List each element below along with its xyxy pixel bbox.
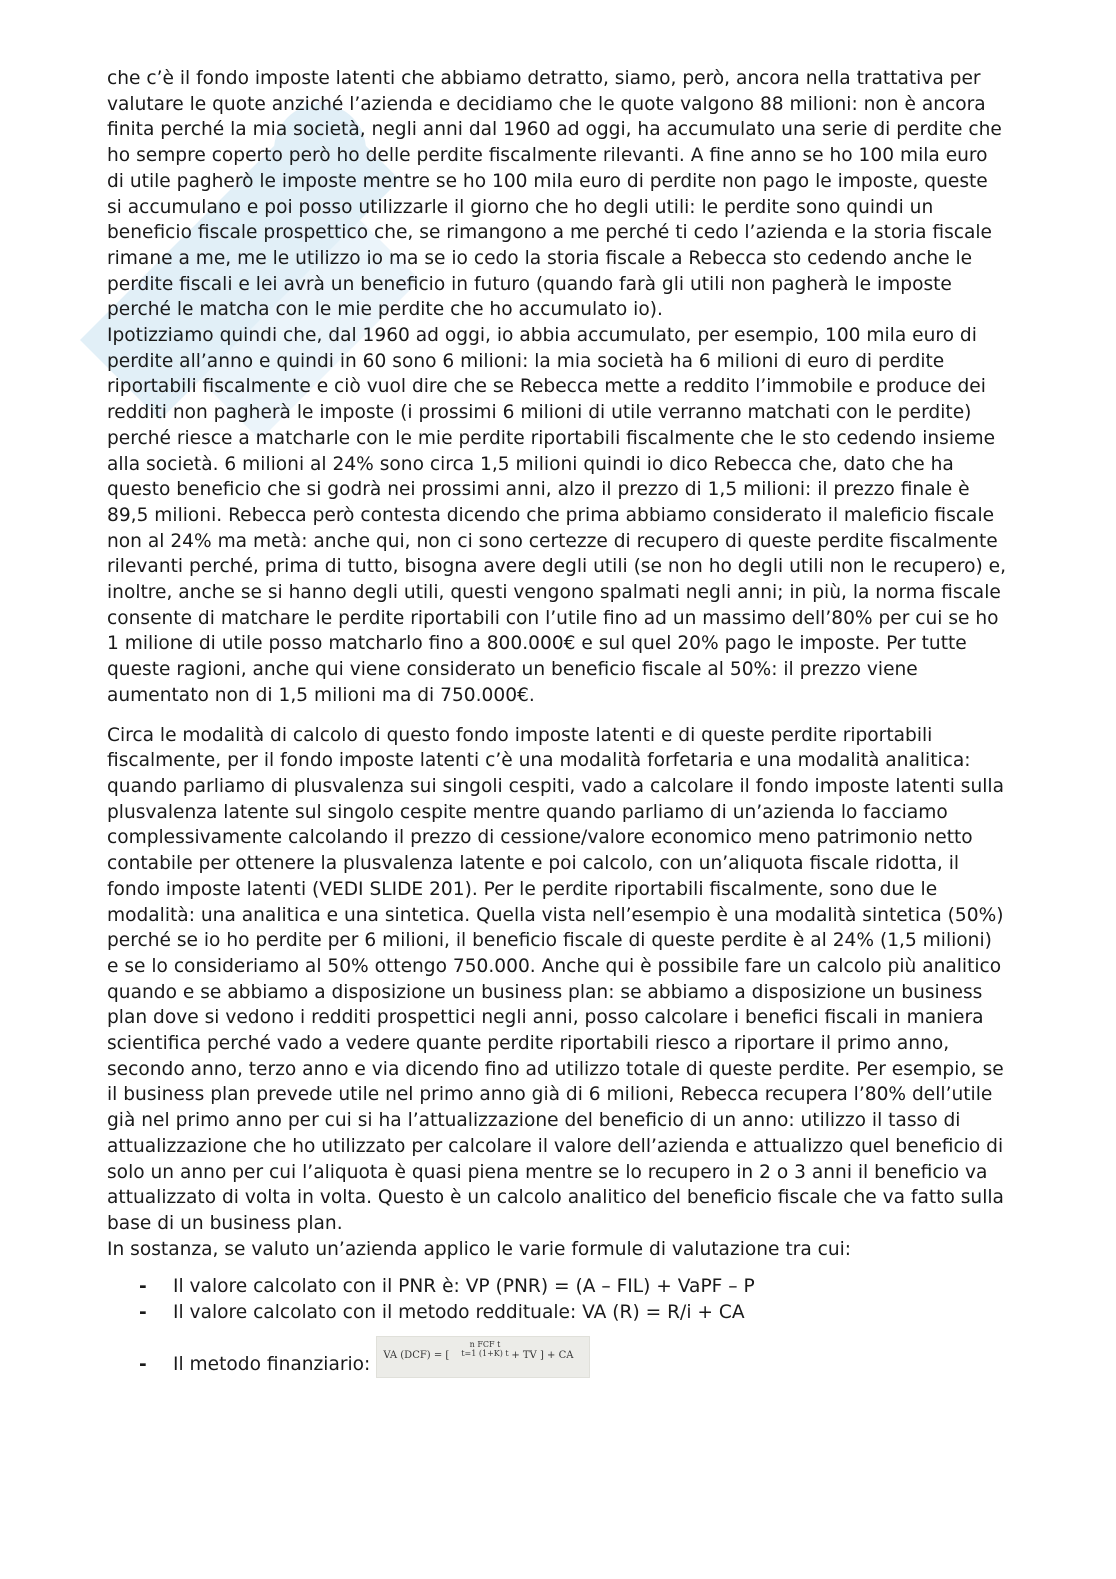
paragraph-1: che c’è il fondo imposte latenti che abbiamo detratto, siamo, però, ancora nella trattativa per valutare le quote anziché l’azienda e decidiamo che le quote valgono 88 milioni: non è ancora finita perché la mia società, negli anni dal 1960 ad oggi, ha accumulato una serie di perdite che ho sempre coperto però ho delle perdite fiscalmente rilevanti. A fine anno se ho 100 mila euro di utile pagherò le imposte mentre se ho 100 mila euro di perdite non pago le imposte, queste si accumulano e poi posso utilizzarle il giorno che ho degli utili: le perdite sono quindi un beneficio fiscale prospettico che, se rimangono a me perché ti cedo l’azienda e la storia fiscale rimane a me, me le utilizzo io ma se io cedo la storia fiscale a Rebecca sto cedendo anche le perdite fiscali e lei avrà un beneficio in futuro (quando farà gli utili non pagherà le imposte perché le matcha con le mie perdite che ho accumulato io).: [107, 68, 1002, 321]
dcf-formula-image: [376, 1336, 590, 1378]
valuation-methods-list: [107, 1274, 1007, 1377]
formula-sum-top: n FCF t: [469, 1339, 501, 1349]
list-item: [107, 1334, 1007, 1378]
formula-main: VA (DCF) = [: [383, 1349, 450, 1361]
formula-sum-bottom: t=1 (1+K) t: [461, 1348, 509, 1358]
list-item-text: Il valore calcolato con il metodo reddituale: VA (R) = R/i + CA: [173, 1302, 745, 1324]
paragraph-4: In sostanza, se valuto un’azienda applico le varie formule di valutazione tra cui:: [107, 1238, 852, 1260]
list-item-text: Il metodo finanziario:: [173, 1354, 371, 1376]
formula-summation: [461, 1340, 508, 1358]
list-bullet: -: [139, 1302, 147, 1324]
paragraph-3: Circa le modalità di calcolo di questo fondo imposte latenti e di queste perdite riportabili fiscalmente, per il fondo imposte latenti c’è una modalità forfetaria e una modalità analitica: quando parliamo di plusvalenza sui singoli cespiti, vado a calcolare il fondo imposte latenti sulla plusvalenza latente sul singolo cespite mentre quando parliamo di un’azienda lo facciamo complessivamente calcolando il prezzo di cessione/valore economico meno patrimonio netto contabile per ottenere la plusvalenza latente e poi calcolo, con un’aliquota fiscale ridotta, il fondo imposte latenti (VEDI SLIDE 201). Per le perdite riportabili fiscalmente, sono due le modalità: una analitica e una sintetica. Quella vista nell’esempio è una modalità sintetica (50%) perché se io ho perdite per 6 milioni, il beneficio fiscale di queste perdite è al 24% (1,5 milioni) e se lo consideriamo al 50% ottengo 750.000. Anche qui è possibile fare un calcolo più analitico quando e se abbiamo a disposizione un business plan: se abbiamo a disposizione un business plan dove si vedono i redditi prospettici negli anni, posso calcolare i benefici fiscali in maniera scientifica perché vado a vedere quante perdite riportabili riesco a riportare il primo anno, secondo anno, terzo anno e via dicendo fino ad utilizzo totale di queste perdite. Per esempio, se il business plan prevede utile nel primo anno già di 6 milioni, Rebecca recupera l’80% dell’utile già nel primo anno per cui si ha l’attualizzazione del beneficio di un anno: utilizzo il tasso di attualizzazione che ho utilizzato per calcolare il valore dell’azienda e attualizzo quel beneficio di solo un anno per cui l’aliquota è quasi piena mentre se lo recupero in 2 o 3 anni il beneficio va attualizzato di volta in volta. Questo è un calcolo analitico del beneficio fiscale che va fatto sulla base di un business plan.: [107, 724, 1004, 1234]
list-item: [107, 1274, 1007, 1300]
paragraph-2: Ipotizziamo quindi che, dal 1960 ad oggi, io abbia accumulato, per esempio, 100 mila euro di perdite all’anno e quindi in 60 sono 6 milioni: la mia società ha 6 milioni di euro di perdite riportabili fiscalmente e ciò vuol dire che se Rebecca mette a reddito l’immobile e produce dei redditi non pagherà le imposte (i prossimi 6 milioni di utile verranno matchati con le perdite) perché riesce a matcharle con le mie perdite riportabili fiscalmente che le sto cedendo insieme alla società. 6 milioni al 24% sono circa 1,5 milioni quindi io dico Rebecca che, dato che ha questo beneficio che si godrà nei prossimi anni, alzo il prezzo di 1,5 milioni: il prezzo finale è 89,5 milioni. Rebecca però contesta dicendo che prima abbiamo considerato il maleficio fiscale non al 24% ma metà: anche qui, non ci sono certezze di recupero di queste perdite fiscalmente rilevanti perché, prima di tutto, bisogna avere degli utili (se non ho degli utili non le recupero) e, inoltre, anche se si hanno degli utili, questi vengono spalmati negli anni; in più, la norma fiscale consente di matchare le perdite riportabili con l’utile fino ad un massimo dell’80% per cui se ho 1 milione di utile posso matcharlo fino a 800.000€ e sul quel 20% pago le imposte. Per tutte queste ragioni, anche qui viene considerato un beneficio fiscale al 50%: il prezzo viene aumentato non di 1,5 milioni ma di 750.000€.: [107, 325, 1006, 706]
list-item-text: Il valore calcolato con il PNR è: VP (PNR) = (A – FIL) + VaPF – P: [173, 1276, 755, 1298]
list-item: [107, 1300, 1007, 1326]
formula-tail: + TV ] + CA: [511, 1349, 574, 1361]
document-page: [107, 66, 1007, 1378]
list-bullet: -: [139, 1354, 147, 1376]
list-bullet: -: [139, 1276, 147, 1298]
